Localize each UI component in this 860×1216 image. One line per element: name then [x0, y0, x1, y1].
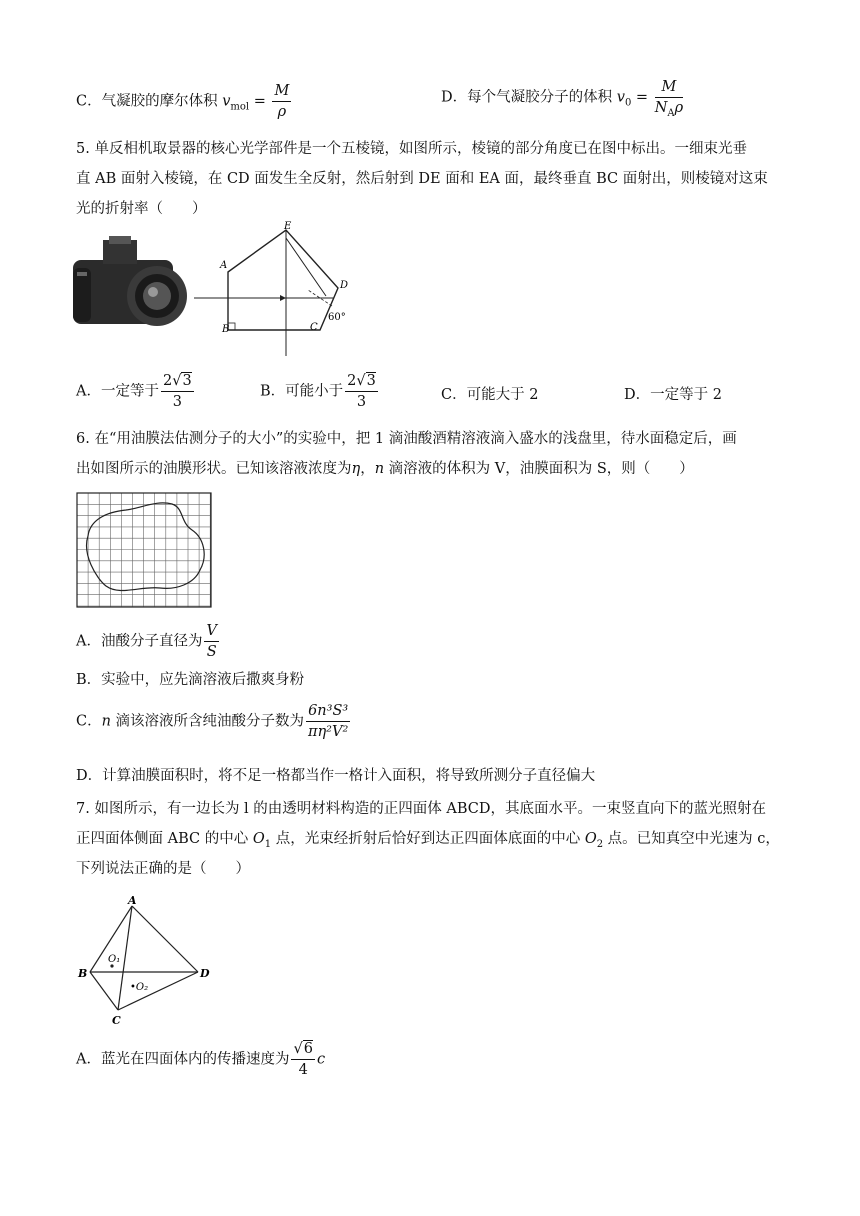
svg-text:C: C: [310, 322, 318, 333]
q4-option-c: C．气凝胶的摩尔体积 $v_{mol}$ = $\frac{M}{\rho}$: [76, 83, 290, 120]
q5-option-a: A．一定等于 $\frac{2√3}{3}$: [76, 373, 192, 410]
q6-option-c: C．n 滴该溶液所含纯油酸分子数为 $\frac{\text{6n³S³}}{\text{πη²V²}}$: [76, 703, 349, 740]
camera-photo: [73, 234, 187, 330]
fraction: $\frac{M}{\rho}$: [274, 83, 290, 120]
svg-text:D: D: [200, 967, 210, 980]
svg-text:E: E: [284, 221, 292, 232]
svg-text:A: A: [128, 894, 137, 907]
q5-option-b: B．可能小于 $\frac{2√3}{3}$: [260, 373, 376, 410]
tetrahedron-figure: [74, 892, 224, 1028]
q5-option-c: C．可能大于 2: [441, 387, 539, 403]
q5-option-d: D．一定等于 2: [624, 387, 722, 403]
svg-text:•O₂: •O₂: [130, 982, 149, 993]
q7-stem: 7. 如图所示，有一边长为 l 的由透明材料构造的正四面体 ABCD，其底面水平。一束竖直向下的蓝光照射在 正四面体侧面 ABC 的中心 $O_1$ 点，光束经折射后恰好到达正四面体底面的中心 $O_2$ 点。已知真空中光速为 c， 下列说法正确的是（ ）: [76, 801, 780, 877]
svg-text:D: D: [340, 280, 349, 291]
q4-option-d: D．每个气凝胶分子的体积 $v_0$ = $\frac{M}{N_A\rho}$: [441, 79, 684, 119]
q6-stem: 6. 在“用油膜法估测分子的大小”的实验中，把 1 滴油酸酒精溶液滴入盛水的浅盘里，待水面稳定后，画 出如图所示的油膜形状。已知该溶液浓度为η，n 滴溶液的体积为 V，油膜面积为 S，则（ ）: [76, 431, 737, 477]
q6-option-b: B．实验中，应先滴溶液后撒爽身粉: [76, 672, 305, 688]
fraction: $\frac{M}{N_A\rho}$: [654, 79, 684, 119]
q6-option-d: D．计算油膜面积时，将不足一格都当作一格计入面积，将导致所测分子直径偏大: [76, 768, 596, 784]
svg-text:B: B: [78, 967, 88, 980]
svg-text:O₁: O₁: [108, 954, 121, 965]
svg-text:B: B: [222, 324, 230, 335]
q5-stem: 5. 单反相机取景器的核心光学部件是一个五棱镜，如图所示，棱镜的部分角度已在图中标出。一细束光垂 直 AB 面射入棱镜，在 CD 面发生全反射，然后射到 DE 面和 EA 面，最终垂直 BC 面射出，则棱镜对这束 光的折射率（ ）: [76, 141, 768, 217]
svg-text:60°: 60°: [328, 312, 346, 323]
svg-text:A: A: [220, 260, 228, 271]
svg-text:C: C: [112, 1014, 121, 1027]
q6-option-a: A．油酸分子直径为 $\frac{V}{S}$: [76, 623, 217, 660]
oil-film-grid-figure: [76, 492, 212, 608]
pentaprism-figure: [194, 220, 364, 360]
q7-option-a: A．蓝光在四面体内的传播速度为 $\frac{√6}{4}$ c: [76, 1041, 326, 1078]
